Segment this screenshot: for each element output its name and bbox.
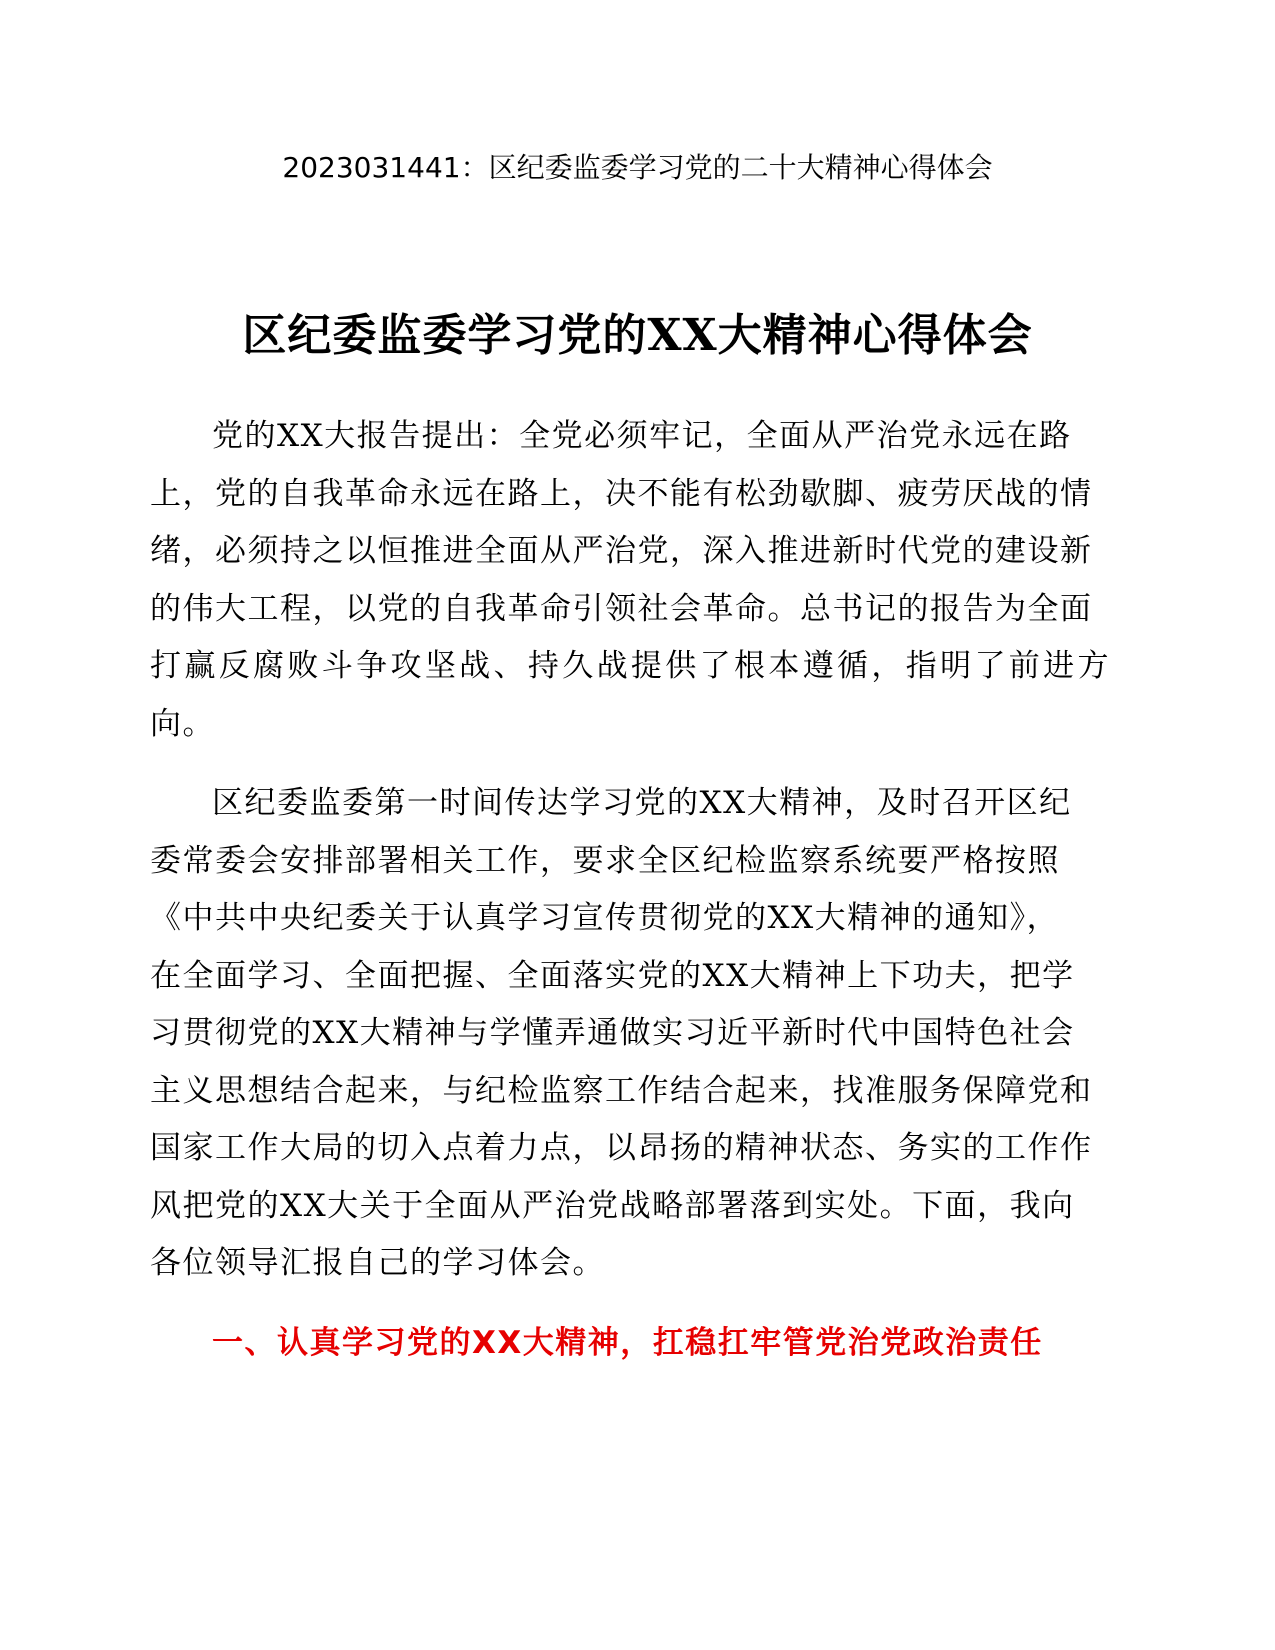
paragraph-1 <box>150 408 1110 753</box>
paragraph-line: 区纪委监委第一时间传达学习党的XX大精神，及时召开区纪 <box>212 785 1072 821</box>
section-heading-1: 一、认真学习党的XX大精神，扛稳扛牢管党治党政治责任 <box>212 1324 1043 1361</box>
paragraph-line: 委常委会安排部署相关工作，要求全区纪检监察系统要严格按照 <box>150 842 1060 879</box>
paragraph-line: 风把党的XX大关于全面从严治党战略部署落到实处。下面，我向 <box>150 1187 1075 1224</box>
paragraph-line: 各位领导汇报自己的学习体会。 <box>150 1245 605 1281</box>
paragraph-2 <box>150 775 1110 1293</box>
paragraph-line: 党的XX大报告提出：全党必须牢记，全面从严治党永远在路 <box>212 418 1072 454</box>
paragraph-line: 打赢反腐败斗争攻坚战、持久战提供了根本遵循，指明了前进方向。 <box>150 648 1110 742</box>
file-header-title: 2023031441：区纪委监委学习党的二十大精神心得体会 <box>282 151 993 184</box>
paragraph-line: 的伟大工程，以党的自我革命引领社会革命。总书记的报告为全面 <box>150 590 1093 627</box>
paragraph-line: 《中共中央纪委关于认真学习宣传贯彻党的XX大精神的通知》， <box>150 900 1060 936</box>
paragraph-line: 习贯彻党的XX大精神与学懂弄通做实习近平新时代中国特色社会 <box>150 1015 1075 1051</box>
paragraph-line: 主义思想结合起来，与纪检监察工作结合起来，找准服务保障党和 <box>150 1072 1093 1109</box>
document-title: 区纪委监委学习党的XX大精神心得体会 <box>242 310 1033 361</box>
paragraph-line: 绪，必须持之以恒推进全面从严治党，深入推进新时代党的建设新 <box>150 533 1093 569</box>
paragraph-line: 上，党的自我革命永远在路上，决不能有松劲歇脚、疲劳厌战的情 <box>150 475 1093 512</box>
paragraph-line: 在全面学习、全面把握、全面落实党的XX大精神上下功夫，把学 <box>150 957 1075 994</box>
paragraph-line: 国家工作大局的切入点着力点，以昂扬的精神状态、务实的工作作 <box>150 1130 1093 1166</box>
document-body <box>150 408 1110 1372</box>
